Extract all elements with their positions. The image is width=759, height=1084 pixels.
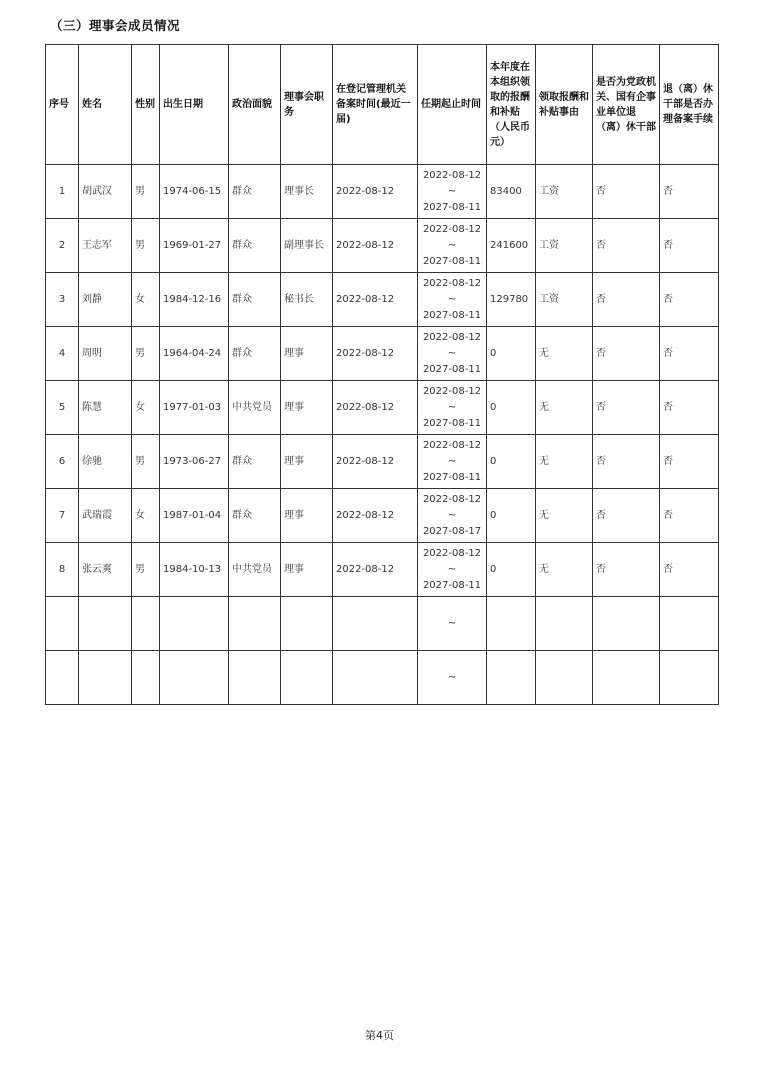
header-cell-is-retired: 是否为党政机关、国有企事业单位退（离）休干部 [593, 45, 660, 165]
cell-filing-date [333, 651, 418, 705]
table-header [46, 45, 719, 165]
cell-is-retired [593, 597, 660, 651]
cell-birth: 1974-06-15 [160, 165, 229, 219]
cell-gender: 男 [132, 219, 160, 273]
cell-name: 张云爽 [79, 543, 132, 597]
cell-pay: 0 [487, 543, 536, 597]
cell-term [418, 435, 487, 489]
table-row [46, 381, 719, 435]
cell-reason: 无 [536, 489, 593, 543]
header-cell-filed: 退（离）休干部是否办理备案手续 [660, 45, 719, 165]
cell-position: 理事 [281, 381, 333, 435]
table-row [46, 543, 719, 597]
cell-position: 理事 [281, 327, 333, 381]
cell-filing-date: 2022-08-12 [333, 435, 418, 489]
term-end: 2027-08-11 [422, 201, 482, 213]
cell-name: 刘静 [79, 273, 132, 327]
term-separator: ~ [447, 563, 457, 575]
term-end: 2027-08-11 [422, 471, 482, 483]
term-separator: ~ [447, 671, 457, 683]
term-end: 2027-08-11 [422, 309, 482, 321]
cell-filed: 否 [660, 273, 719, 327]
term-separator: ~ [447, 455, 457, 467]
cell-filing-date: 2022-08-12 [333, 273, 418, 327]
board-members-table [45, 44, 719, 705]
cell-is-retired: 否 [593, 327, 660, 381]
cell-filed [660, 597, 719, 651]
cell-no [46, 651, 79, 705]
term-separator: ~ [447, 293, 457, 305]
cell-position [281, 651, 333, 705]
term-start: 2022-08-12 [422, 493, 482, 505]
cell-no: 6 [46, 435, 79, 489]
cell-term [418, 327, 487, 381]
cell-gender: 男 [132, 165, 160, 219]
cell-political: 群众 [229, 273, 281, 327]
table-row [46, 273, 719, 327]
cell-reason [536, 651, 593, 705]
cell-political [229, 651, 281, 705]
cell-gender: 女 [132, 489, 160, 543]
cell-reason: 工资 [536, 219, 593, 273]
term-end: 2027-08-11 [422, 255, 482, 267]
cell-political [229, 597, 281, 651]
cell-position: 副理事长 [281, 219, 333, 273]
cell-birth: 1987-01-04 [160, 489, 229, 543]
table-row [46, 489, 719, 543]
cell-filed [660, 651, 719, 705]
cell-gender: 女 [132, 381, 160, 435]
cell-filing-date: 2022-08-12 [333, 327, 418, 381]
term-separator: ~ [447, 239, 457, 251]
cell-is-retired: 否 [593, 489, 660, 543]
cell-reason: 无 [536, 381, 593, 435]
cell-term [418, 273, 487, 327]
cell-pay: 0 [487, 435, 536, 489]
table-row [46, 165, 719, 219]
table-body [46, 165, 719, 705]
header-cell-no: 序号 [46, 45, 79, 165]
cell-political: 群众 [229, 435, 281, 489]
cell-pay [487, 651, 536, 705]
term-start: 2022-08-12 [422, 277, 482, 289]
term-separator: ~ [447, 347, 457, 359]
table-row-empty [46, 597, 719, 651]
page-number: 第4页 [365, 1029, 394, 1042]
cell-filed: 否 [660, 489, 719, 543]
term-start: 2022-08-12 [422, 331, 482, 343]
cell-no: 5 [46, 381, 79, 435]
cell-is-retired [593, 651, 660, 705]
cell-is-retired: 否 [593, 273, 660, 327]
cell-political: 群众 [229, 165, 281, 219]
cell-gender: 男 [132, 327, 160, 381]
cell-is-retired: 否 [593, 219, 660, 273]
header-cell-gender: 性别 [132, 45, 160, 165]
cell-birth: 1969-01-27 [160, 219, 229, 273]
cell-position: 秘书长 [281, 273, 333, 327]
cell-gender: 男 [132, 543, 160, 597]
cell-term [418, 651, 487, 705]
cell-reason [536, 597, 593, 651]
cell-filed: 否 [660, 381, 719, 435]
cell-filing-date [333, 597, 418, 651]
cell-name: 徐驰 [79, 435, 132, 489]
cell-political: 群众 [229, 489, 281, 543]
cell-filed: 否 [660, 219, 719, 273]
cell-reason: 无 [536, 327, 593, 381]
term-start: 2022-08-12 [422, 439, 482, 451]
cell-no: 8 [46, 543, 79, 597]
cell-filing-date: 2022-08-12 [333, 381, 418, 435]
table-row [46, 435, 719, 489]
cell-name [79, 597, 132, 651]
cell-pay: 129780 [487, 273, 536, 327]
term-start: 2022-08-12 [422, 385, 482, 397]
cell-filed: 否 [660, 543, 719, 597]
cell-position: 理事 [281, 489, 333, 543]
term-end: 2027-08-11 [422, 363, 482, 375]
term-end: 2027-08-11 [422, 417, 482, 429]
cell-gender: 女 [132, 273, 160, 327]
cell-filing-date: 2022-08-12 [333, 165, 418, 219]
header-cell-political: 政治面貌 [229, 45, 281, 165]
table-row-empty [46, 651, 719, 705]
cell-term [418, 165, 487, 219]
cell-pay: 0 [487, 327, 536, 381]
cell-pay [487, 597, 536, 651]
cell-gender [132, 651, 160, 705]
cell-position [281, 597, 333, 651]
cell-political: 中共党员 [229, 381, 281, 435]
cell-gender: 男 [132, 435, 160, 489]
cell-name: 王志军 [79, 219, 132, 273]
cell-birth [160, 597, 229, 651]
cell-is-retired: 否 [593, 381, 660, 435]
cell-name: 周明 [79, 327, 132, 381]
cell-no: 3 [46, 273, 79, 327]
cell-birth [160, 651, 229, 705]
table-row [46, 327, 719, 381]
header-cell-position: 理事会职务 [281, 45, 333, 165]
cell-filing-date: 2022-08-12 [333, 219, 418, 273]
cell-name [79, 651, 132, 705]
cell-gender [132, 597, 160, 651]
term-separator: ~ [447, 617, 457, 629]
cell-is-retired: 否 [593, 165, 660, 219]
cell-filed: 否 [660, 165, 719, 219]
cell-term [418, 597, 487, 651]
cell-political: 群众 [229, 219, 281, 273]
cell-no: 1 [46, 165, 79, 219]
cell-reason: 无 [536, 543, 593, 597]
term-end: 2027-08-11 [422, 579, 482, 591]
cell-position: 理事长 [281, 165, 333, 219]
cell-no: 2 [46, 219, 79, 273]
cell-filed: 否 [660, 327, 719, 381]
cell-birth: 1964-04-24 [160, 327, 229, 381]
cell-filed: 否 [660, 435, 719, 489]
cell-filing-date: 2022-08-12 [333, 489, 418, 543]
term-separator: ~ [447, 401, 457, 413]
header-cell-name: 姓名 [79, 45, 132, 165]
cell-birth: 1984-10-13 [160, 543, 229, 597]
header-cell-reason: 领取报酬和补贴事由 [536, 45, 593, 165]
cell-filing-date: 2022-08-12 [333, 543, 418, 597]
header-cell-pay: 本年度在本组织领取的报酬和补贴（人民币元） [487, 45, 536, 165]
cell-reason: 工资 [536, 165, 593, 219]
cell-reason: 无 [536, 435, 593, 489]
cell-position: 理事 [281, 543, 333, 597]
cell-birth: 1984-12-16 [160, 273, 229, 327]
cell-position: 理事 [281, 435, 333, 489]
cell-name: 胡武汉 [79, 165, 132, 219]
cell-name: 陈慧 [79, 381, 132, 435]
cell-term [418, 489, 487, 543]
cell-is-retired: 否 [593, 543, 660, 597]
cell-no: 4 [46, 327, 79, 381]
term-start: 2022-08-12 [422, 547, 482, 559]
header-row [46, 45, 719, 165]
term-separator: ~ [447, 185, 457, 197]
cell-political: 中共党员 [229, 543, 281, 597]
term-end: 2027-08-17 [422, 525, 482, 537]
header-cell-birth: 出生日期 [160, 45, 229, 165]
cell-pay: 0 [487, 381, 536, 435]
cell-pay: 241600 [487, 219, 536, 273]
cell-is-retired: 否 [593, 435, 660, 489]
term-separator: ~ [447, 509, 457, 521]
cell-political: 群众 [229, 327, 281, 381]
header-cell-term: 任期起止时间 [418, 45, 487, 165]
cell-term [418, 219, 487, 273]
table-row [46, 219, 719, 273]
cell-pay: 83400 [487, 165, 536, 219]
header-cell-filing-date: 在登记管理机关备案时间(最近一届) [333, 45, 418, 165]
term-start: 2022-08-12 [422, 169, 482, 181]
cell-no: 7 [46, 489, 79, 543]
cell-birth: 1977-01-03 [160, 381, 229, 435]
cell-no [46, 597, 79, 651]
cell-pay: 0 [487, 489, 536, 543]
cell-reason: 工资 [536, 273, 593, 327]
section-title: （三）理事会成员情况 [50, 18, 181, 33]
cell-birth: 1973-06-27 [160, 435, 229, 489]
cell-term [418, 381, 487, 435]
term-start: 2022-08-12 [422, 223, 482, 235]
cell-term [418, 543, 487, 597]
cell-name: 武瑞霞 [79, 489, 132, 543]
